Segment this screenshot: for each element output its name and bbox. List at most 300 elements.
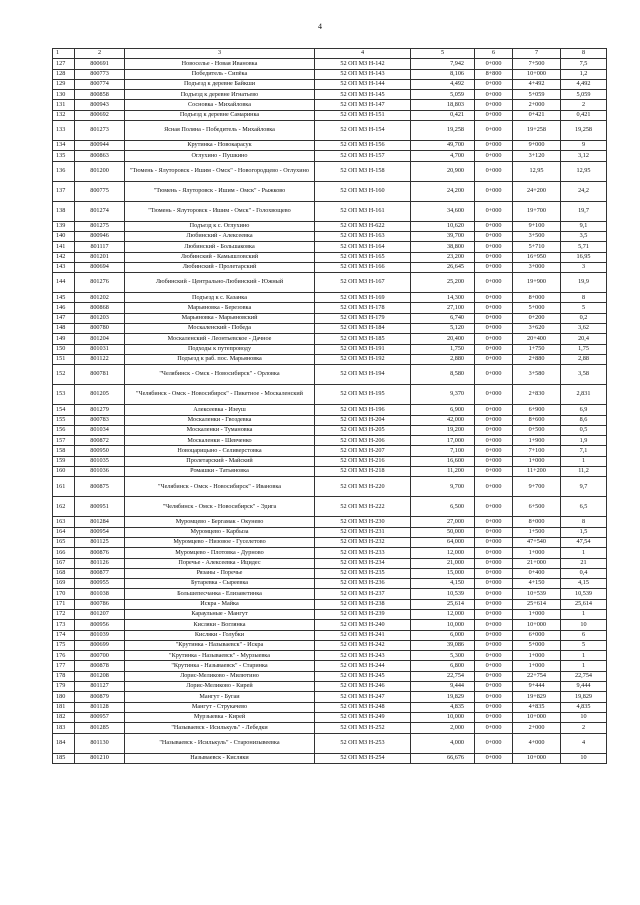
section-length: 4 (561, 733, 607, 753)
total-length: 39,086 (411, 640, 475, 650)
road-name: "Тюмень - Ялуторовск - Ишим - Омск" - Новогородцево - Оглухино (125, 161, 315, 181)
road-name: Любинский - Алексеевка (125, 231, 315, 241)
total-length: 24,200 (411, 181, 475, 201)
row-number: 131 (53, 100, 75, 110)
section-length: 8 (561, 293, 607, 303)
road-id: 801285 (75, 723, 125, 733)
section-length: 6 (561, 630, 607, 640)
table-row (53, 69, 607, 79)
start-km: 0+000 (475, 221, 513, 231)
total-length: 25,614 (411, 599, 475, 609)
road-id: 801205 (75, 385, 125, 405)
row-number: 128 (53, 69, 75, 79)
table-row (53, 415, 607, 425)
header-cell: 4 (315, 49, 411, 59)
row-number: 130 (53, 90, 75, 100)
end-km: 3+120 (513, 151, 561, 161)
section-length: 1,75 (561, 344, 607, 354)
end-km: 1+500 (513, 527, 561, 537)
row-number: 133 (53, 121, 75, 141)
section-length: 1,5 (561, 527, 607, 537)
row-number: 161 (53, 477, 75, 497)
total-length: 10,539 (411, 589, 475, 599)
start-km: 0+000 (475, 517, 513, 527)
row-number: 143 (53, 262, 75, 272)
section-length: 4,15 (561, 579, 607, 589)
total-length: 20,900 (411, 161, 475, 181)
road-name: Подъезд к раб. пос. Марьяновка (125, 354, 315, 364)
end-km: 4+835 (513, 702, 561, 712)
row-number: 172 (53, 609, 75, 619)
section-length: 3,5 (561, 231, 607, 241)
table-row (53, 702, 607, 712)
end-km: 10+000 (513, 69, 561, 79)
end-km: 4+150 (513, 579, 561, 589)
road-code: 52 ОП МЗ Н-178 (315, 303, 411, 313)
end-km: 2+000 (513, 100, 561, 110)
table-row (53, 252, 607, 262)
road-code: 52 ОП МЗ Н-242 (315, 640, 411, 650)
start-km: 0+000 (475, 753, 513, 763)
road-code: 52 ОП МЗ Н-222 (315, 497, 411, 517)
road-code: 52 ОП МЗ Н-253 (315, 733, 411, 753)
section-length: 21 (561, 558, 607, 568)
row-number: 132 (53, 110, 75, 120)
row-number: 134 (53, 141, 75, 151)
table-row (53, 385, 607, 405)
road-name: "Челябинск - Омск - Новосибирск" - Ивановка (125, 477, 315, 497)
start-km: 0+000 (475, 630, 513, 640)
total-length: 10,620 (411, 221, 475, 231)
start-km: 0+000 (475, 100, 513, 110)
end-km: 10+000 (513, 620, 561, 630)
row-number: 142 (53, 252, 75, 262)
road-code: 52 ОП МЗ Н-204 (315, 415, 411, 425)
total-length: 34,600 (411, 201, 475, 221)
start-km: 0+000 (475, 712, 513, 722)
total-length: 9,700 (411, 477, 475, 497)
start-km: 0+000 (475, 59, 513, 69)
section-length: 1,2 (561, 69, 607, 79)
road-name: Поречье - Алексеевка - Ицидес (125, 558, 315, 568)
road-name: Большепесчанка - Елизаветинка (125, 589, 315, 599)
section-length: 24,2 (561, 181, 607, 201)
road-name: Алексеевка - Изеуш (125, 405, 315, 415)
row-number: 183 (53, 723, 75, 733)
total-length: 6,000 (411, 630, 475, 640)
row-number: 146 (53, 303, 75, 313)
road-id: 801273 (75, 121, 125, 141)
section-length: 1 (561, 609, 607, 619)
section-length: 2 (561, 723, 607, 733)
row-number: 127 (53, 59, 75, 69)
road-code: 52 ОП МЗ Н-164 (315, 242, 411, 252)
start-km: 0+000 (475, 354, 513, 364)
table-row (53, 620, 607, 630)
total-length: 19,829 (411, 692, 475, 702)
road-code: 52 ОП МЗ Н-161 (315, 201, 411, 221)
table-row (53, 242, 607, 252)
end-km: 3+000 (513, 262, 561, 272)
table-row (53, 313, 607, 323)
start-km: 0+000 (475, 242, 513, 252)
section-length: 6,9 (561, 405, 607, 415)
end-km: 8+600 (513, 415, 561, 425)
total-length: 1,750 (411, 344, 475, 354)
row-number: 170 (53, 589, 75, 599)
road-id: 801128 (75, 702, 125, 712)
road-name: Подъезд к деревне Самаринка (125, 110, 315, 120)
table-row (53, 712, 607, 722)
total-length: 12,000 (411, 609, 475, 619)
total-length: 42,000 (411, 415, 475, 425)
start-km: 0+000 (475, 181, 513, 201)
road-name: "Называевск - Исилькуль" - Старонизывеевка (125, 733, 315, 753)
table-row (53, 100, 607, 110)
header-cell: 2 (75, 49, 125, 59)
row-number: 140 (53, 231, 75, 241)
road-id: 801210 (75, 753, 125, 763)
road-code: 52 ОП МЗ Н-237 (315, 589, 411, 599)
end-km: 19+258 (513, 121, 561, 141)
road-id: 801208 (75, 671, 125, 681)
section-length: 1 (561, 456, 607, 466)
road-name: Марьяновка - Березовка (125, 303, 315, 313)
row-number: 152 (53, 365, 75, 385)
total-length: 5,120 (411, 324, 475, 334)
road-name: Муромцево - Плотовка - Дурново (125, 548, 315, 558)
end-km: 9+444 (513, 682, 561, 692)
road-code: 52 ОП МЗ Н-147 (315, 100, 411, 110)
total-length: 4,150 (411, 579, 475, 589)
table-row (53, 405, 607, 415)
end-km: 0+500 (513, 425, 561, 435)
section-length: 3 (561, 262, 607, 272)
table-row (53, 334, 607, 344)
total-length: 0,421 (411, 110, 475, 120)
end-km: 9+700 (513, 477, 561, 497)
end-km: 1+000 (513, 651, 561, 661)
road-code: 52 ОП МЗ Н-248 (315, 702, 411, 712)
section-length: 19,258 (561, 121, 607, 141)
row-number: 179 (53, 682, 75, 692)
start-km: 0+000 (475, 446, 513, 456)
road-id: 801038 (75, 589, 125, 599)
road-id: 801203 (75, 313, 125, 323)
road-name: Мангут - Струкачево (125, 702, 315, 712)
table-row (53, 517, 607, 527)
page-number: 4 (318, 22, 322, 31)
row-number: 162 (53, 497, 75, 517)
table-row (53, 692, 607, 702)
table-row (53, 753, 607, 763)
table-row (53, 497, 607, 517)
table-row (53, 640, 607, 650)
section-length: 0,421 (561, 110, 607, 120)
road-name: Любинский - Пролетарский (125, 262, 315, 272)
table-row (53, 630, 607, 640)
section-length: 1 (561, 548, 607, 558)
road-id: 801204 (75, 334, 125, 344)
road-code: 52 ОП МЗ Н-184 (315, 324, 411, 334)
road-name: Пролетарский - Майский (125, 456, 315, 466)
total-length: 8,106 (411, 69, 475, 79)
end-km: 19+829 (513, 692, 561, 702)
row-number: 135 (53, 151, 75, 161)
table-row (53, 221, 607, 231)
road-code: 52 ОП МЗ Н-238 (315, 599, 411, 609)
section-length: 1,9 (561, 436, 607, 446)
road-id: 800872 (75, 436, 125, 446)
road-id: 801034 (75, 425, 125, 435)
start-km: 0+000 (475, 415, 513, 425)
end-km: 3+620 (513, 324, 561, 334)
section-length: 3,58 (561, 365, 607, 385)
road-id: 801039 (75, 630, 125, 640)
road-id: 801122 (75, 354, 125, 364)
end-km: 6+000 (513, 630, 561, 640)
start-km: 0+000 (475, 436, 513, 446)
table-row (53, 231, 607, 241)
road-code: 52 ОП МЗ Н-157 (315, 151, 411, 161)
start-km: 0+000 (475, 90, 513, 100)
start-km: 0+000 (475, 334, 513, 344)
road-code: 52 ОП МЗ Н-163 (315, 231, 411, 241)
table-row (53, 671, 607, 681)
section-length: 0,4 (561, 568, 607, 578)
section-length: 3,62 (561, 324, 607, 334)
road-id: 800783 (75, 415, 125, 425)
road-id: 801201 (75, 252, 125, 262)
row-number: 168 (53, 568, 75, 578)
road-code: 52 ОП МЗ Н-234 (315, 558, 411, 568)
road-id: 801275 (75, 221, 125, 231)
section-length: 5 (561, 303, 607, 313)
road-name: Муромцево - Карбыза (125, 527, 315, 537)
road-id: 800786 (75, 599, 125, 609)
start-km: 0+000 (475, 682, 513, 692)
end-km: 22+754 (513, 671, 561, 681)
table-row (53, 324, 607, 334)
road-code: 52 ОП МЗ Н-142 (315, 59, 411, 69)
end-km: 11+200 (513, 467, 561, 477)
road-name: Москаленки - Тумановка (125, 425, 315, 435)
end-km: 4+492 (513, 79, 561, 89)
road-code: 52 ОП МЗ Н-144 (315, 79, 411, 89)
row-number: 149 (53, 334, 75, 344)
total-length: 7,100 (411, 446, 475, 456)
road-name: Новоселье - Новая Ивановка (125, 59, 315, 69)
start-km: 0+000 (475, 733, 513, 753)
road-id: 801130 (75, 733, 125, 753)
table-row (53, 548, 607, 558)
total-length: 6,900 (411, 405, 475, 415)
start-km: 0+000 (475, 151, 513, 161)
total-length: 4,492 (411, 79, 475, 89)
road-code: 52 ОП МЗ Н-252 (315, 723, 411, 733)
road-id: 800773 (75, 69, 125, 79)
total-length: 50,000 (411, 527, 475, 537)
roads-table (52, 48, 607, 764)
road-name: Кисляки - Воглянка (125, 620, 315, 630)
section-length: 8,6 (561, 415, 607, 425)
table-row (53, 151, 607, 161)
start-km: 0+000 (475, 201, 513, 221)
road-code: 52 ОП МЗ Н-239 (315, 609, 411, 619)
road-id: 801276 (75, 273, 125, 293)
row-number: 177 (53, 661, 75, 671)
road-name: Подъезд к с. Казанка (125, 293, 315, 303)
start-km: 0+000 (475, 589, 513, 599)
section-length: 22,754 (561, 671, 607, 681)
road-id: 801126 (75, 558, 125, 568)
road-code: 52 ОП МЗ Н-207 (315, 446, 411, 456)
total-length: 10,000 (411, 712, 475, 722)
table-row (53, 527, 607, 537)
end-km: 2+880 (513, 354, 561, 364)
row-number: 156 (53, 425, 75, 435)
road-name: Искра - Майка (125, 599, 315, 609)
row-number: 165 (53, 537, 75, 547)
total-length: 2,880 (411, 354, 475, 364)
road-id: 800863 (75, 151, 125, 161)
section-length: 25,614 (561, 599, 607, 609)
road-name: "Называевск - Исилькуль" - Лебедки (125, 723, 315, 733)
start-km: 0+000 (475, 477, 513, 497)
row-number: 178 (53, 671, 75, 681)
row-number: 176 (53, 651, 75, 661)
total-length: 25,200 (411, 273, 475, 293)
road-name: "Тюмень - Ялуторовск - Ишим - Омск" - Голохвощево (125, 201, 315, 221)
row-number: 159 (53, 456, 75, 466)
table-row (53, 121, 607, 141)
start-km: 0+000 (475, 702, 513, 712)
road-code: 52 ОП МЗ Н-143 (315, 69, 411, 79)
row-number: 182 (53, 712, 75, 722)
start-km: 0+000 (475, 273, 513, 293)
road-name: Подъезд к деревне Байкши (125, 79, 315, 89)
road-name: Ясная Поляна - Победитель - Михайловка (125, 121, 315, 141)
table-row (53, 723, 607, 733)
road-id: 800877 (75, 568, 125, 578)
table-row (53, 446, 607, 456)
total-length: 4,000 (411, 733, 475, 753)
table-row (53, 90, 607, 100)
total-length: 23,200 (411, 252, 475, 262)
end-km: 1+750 (513, 344, 561, 354)
road-id: 801200 (75, 161, 125, 181)
end-km: 8+000 (513, 517, 561, 527)
end-km: 1+900 (513, 436, 561, 446)
row-number: 167 (53, 558, 75, 568)
end-km: 1+000 (513, 456, 561, 466)
table-row (53, 651, 607, 661)
table-row (53, 354, 607, 364)
total-length: 9,370 (411, 385, 475, 405)
section-length: 9 (561, 141, 607, 151)
total-length: 8,580 (411, 365, 475, 385)
start-km: 0+000 (475, 110, 513, 120)
start-km: 0+000 (475, 385, 513, 405)
header-cell: 7 (513, 49, 561, 59)
row-number: 169 (53, 579, 75, 589)
road-name: "Крутинка - Называевск" - Мурзыевка (125, 651, 315, 661)
road-code: 52 ОП МЗ Н-158 (315, 161, 411, 181)
road-code: 52 ОП МЗ Н-233 (315, 548, 411, 558)
end-km: 5+710 (513, 242, 561, 252)
road-id: 801202 (75, 293, 125, 303)
table-row (53, 589, 607, 599)
row-number: 153 (53, 385, 75, 405)
end-km: 24+200 (513, 181, 561, 201)
start-km: 0+000 (475, 121, 513, 141)
road-code: 52 ОП МЗ Н-232 (315, 537, 411, 547)
road-id: 801125 (75, 537, 125, 547)
road-code: 52 ОП МЗ Н-220 (315, 477, 411, 497)
header-cell: 1 (53, 49, 75, 59)
end-km: 19+900 (513, 273, 561, 293)
total-length: 4,835 (411, 702, 475, 712)
row-number: 166 (53, 548, 75, 558)
table-row (53, 79, 607, 89)
end-km: 47+540 (513, 537, 561, 547)
table-row (53, 273, 607, 293)
row-number: 157 (53, 436, 75, 446)
table-row (53, 344, 607, 354)
start-km: 0+000 (475, 231, 513, 241)
road-code: 52 ОП МЗ Н-156 (315, 141, 411, 151)
road-id: 800946 (75, 231, 125, 241)
road-name: Оглухино - Пушкино (125, 151, 315, 161)
row-number: 171 (53, 599, 75, 609)
start-km: 0+000 (475, 671, 513, 681)
road-name: Марьяновка - Марьяновский (125, 313, 315, 323)
road-id: 800691 (75, 59, 125, 69)
start-km: 0+000 (475, 313, 513, 323)
road-code: 52 ОП МЗ Н-195 (315, 385, 411, 405)
end-km: 0+421 (513, 110, 561, 120)
start-km: 0+000 (475, 609, 513, 619)
road-id: 800694 (75, 262, 125, 272)
road-name: Муромцево - Низовое - Гуселетово (125, 537, 315, 547)
section-length: 8 (561, 517, 607, 527)
table-row (53, 141, 607, 151)
road-id: 800876 (75, 548, 125, 558)
road-code: 52 ОП МЗ Н-218 (315, 467, 411, 477)
table-row (53, 456, 607, 466)
row-number: 151 (53, 354, 75, 364)
road-name: Победитель - Сипёка (125, 69, 315, 79)
start-km: 0+000 (475, 661, 513, 671)
row-number: 150 (53, 344, 75, 354)
total-length: 49,700 (411, 141, 475, 151)
total-length: 21,000 (411, 558, 475, 568)
table-row (53, 110, 607, 120)
section-length: 9,1 (561, 221, 607, 231)
road-code: 52 ОП МЗ Н-191 (315, 344, 411, 354)
start-km: 0+000 (475, 568, 513, 578)
total-length: 5,059 (411, 90, 475, 100)
road-name: Любинский - Центрально-Любинский - Южный (125, 273, 315, 293)
road-id: 801031 (75, 344, 125, 354)
road-code: 52 ОП МЗ Н-235 (315, 568, 411, 578)
row-number: 181 (53, 702, 75, 712)
road-code: 52 ОП МЗ Н-240 (315, 620, 411, 630)
end-km: 10+000 (513, 712, 561, 722)
start-km: 0+000 (475, 651, 513, 661)
start-km: 0+000 (475, 405, 513, 415)
start-km: 0+000 (475, 467, 513, 477)
